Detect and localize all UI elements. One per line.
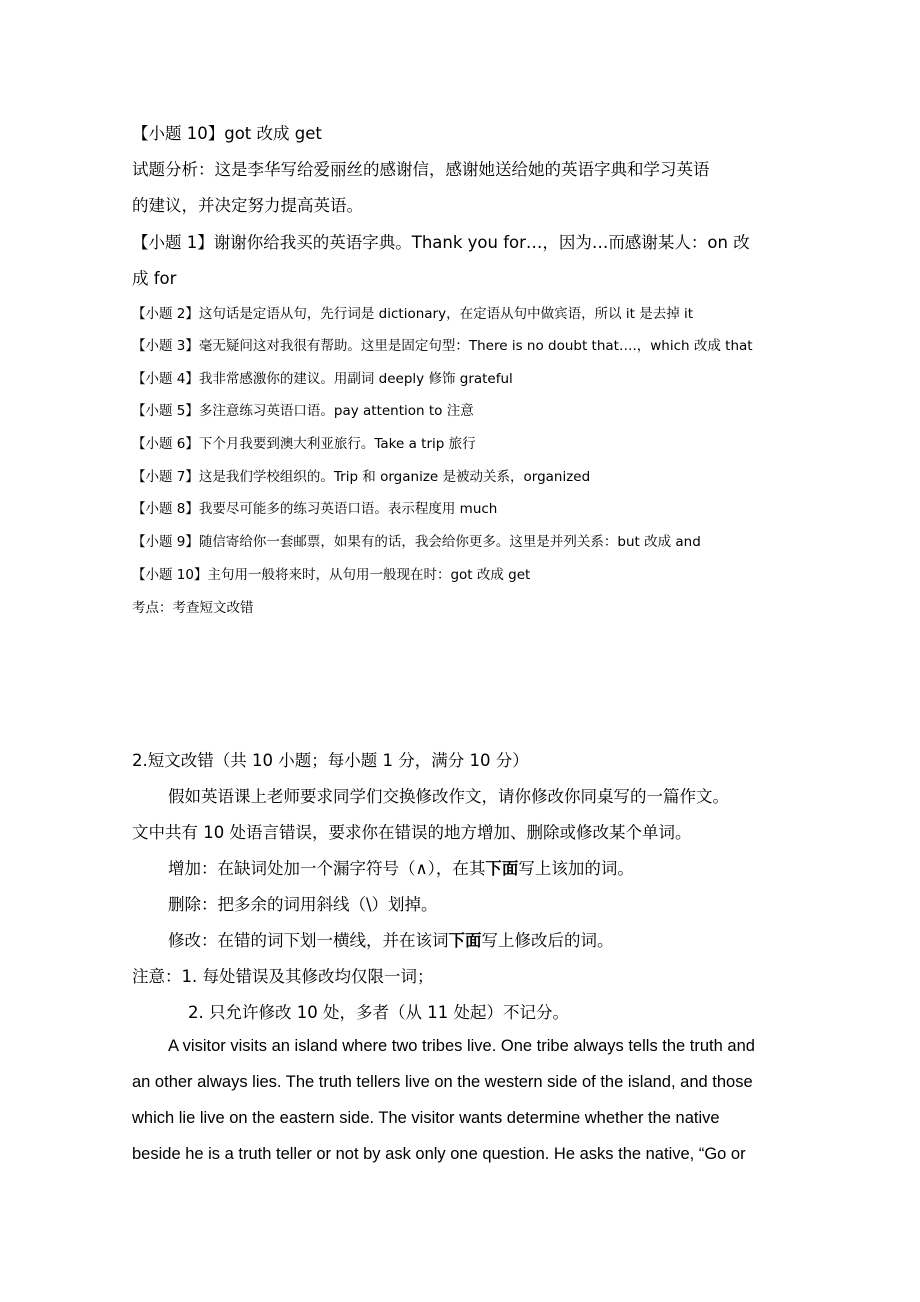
task2-intro-line-2: 文中共有 10 处语言错误，要求你在错误的地方增加、删除或修改某个单词。 [132, 823, 692, 842]
add-rule-emphasis: 下面 [485, 859, 519, 878]
task2-intro-line-1: 假如英语课上老师要求同学们交换修改作文，请你修改你同桌写的一篇作文。 [168, 787, 729, 806]
q1-explanation-line-1: 【小题 1】谢谢你给我买的英语字典。Thank you for…，因为…而感谢某人：on 改 [132, 233, 750, 252]
q3-explanation: 【小题 3】毫无疑问这对我很有帮助。这里是固定句型：There is no doubt that….，which 改成 that [132, 338, 753, 354]
task2-title: 2.短文改错（共 10 小题；每小题 1 分，满分 10 分） [132, 751, 529, 770]
q1-explanation-line-2: 成 for [132, 269, 177, 288]
passage-line-2: an other always lies. The truth tellers live on the western side of the island, and those [132, 1073, 753, 1091]
analysis-summary-line-2: 的建议，并决定努力提高英语。 [132, 196, 363, 215]
modify-rule: 修改：在错的词下划一横线，并在该词下面写上修改后的词。 [168, 931, 614, 950]
q6-explanation: 【小题 6】下个月我要到澳大利亚旅行。Take a trip 旅行 [132, 436, 476, 452]
q4-explanation: 【小题 4】我非常感激你的建议。用副词 deeply 修饰 grateful [132, 371, 513, 387]
note-1: 注意：1. 每处错误及其修改均仅限一词； [132, 967, 434, 986]
modify-rule-emphasis: 下面 [448, 931, 482, 950]
passage-line-1: A visitor visits an island where two tribes live. One tribe always tells the truth and [168, 1037, 755, 1055]
analysis-summary-line-1: 试题分析：这是李华写给爱丽丝的感谢信，感谢她送给她的英语字典和学习英语 [132, 160, 710, 179]
q9-explanation: 【小题 9】随信寄给你一套邮票，如果有的话，我会给你更多。这里是并列关系：but 改成 and [132, 534, 701, 550]
add-rule: 增加：在缺词处加一个漏字符号（∧），在其下面写上该加的词。 [168, 859, 634, 878]
q7-explanation: 【小题 7】这是我们学校组织的。Trip 和 organize 是被动关系，organized [132, 469, 591, 485]
q10-explanation: 【小题 10】主句用一般将来时，从句用一般现在时：got 改成 get [132, 567, 531, 583]
q10-answer-header: 【小题 10】got 改成 get [132, 124, 322, 143]
q2-explanation: 【小题 2】这句话是定语从句，先行词是 dictionary，在定语从句中做宾语，所以 it 是去掉 it [132, 306, 694, 322]
note-2: 2. 只允许修改 10 处，多者（从 11 处起）不记分。 [188, 1003, 569, 1022]
q8-explanation: 【小题 8】我要尽可能多的练习英语口语。表示程度用 much [132, 501, 498, 517]
kaodian-label: 考点：考查短文改错 [132, 600, 254, 616]
passage-line-4: beside he is a truth teller or not by ask only one question. He asks the native, “Go or [132, 1145, 746, 1163]
q5-explanation: 【小题 5】多注意练习英语口语。pay attention to 注意 [132, 403, 474, 419]
delete-rule: 删除：把多余的词用斜线（\）划掉。 [168, 895, 438, 914]
passage-line-3: which lie live on the eastern side. The visitor wants determine whether the native [132, 1109, 720, 1127]
